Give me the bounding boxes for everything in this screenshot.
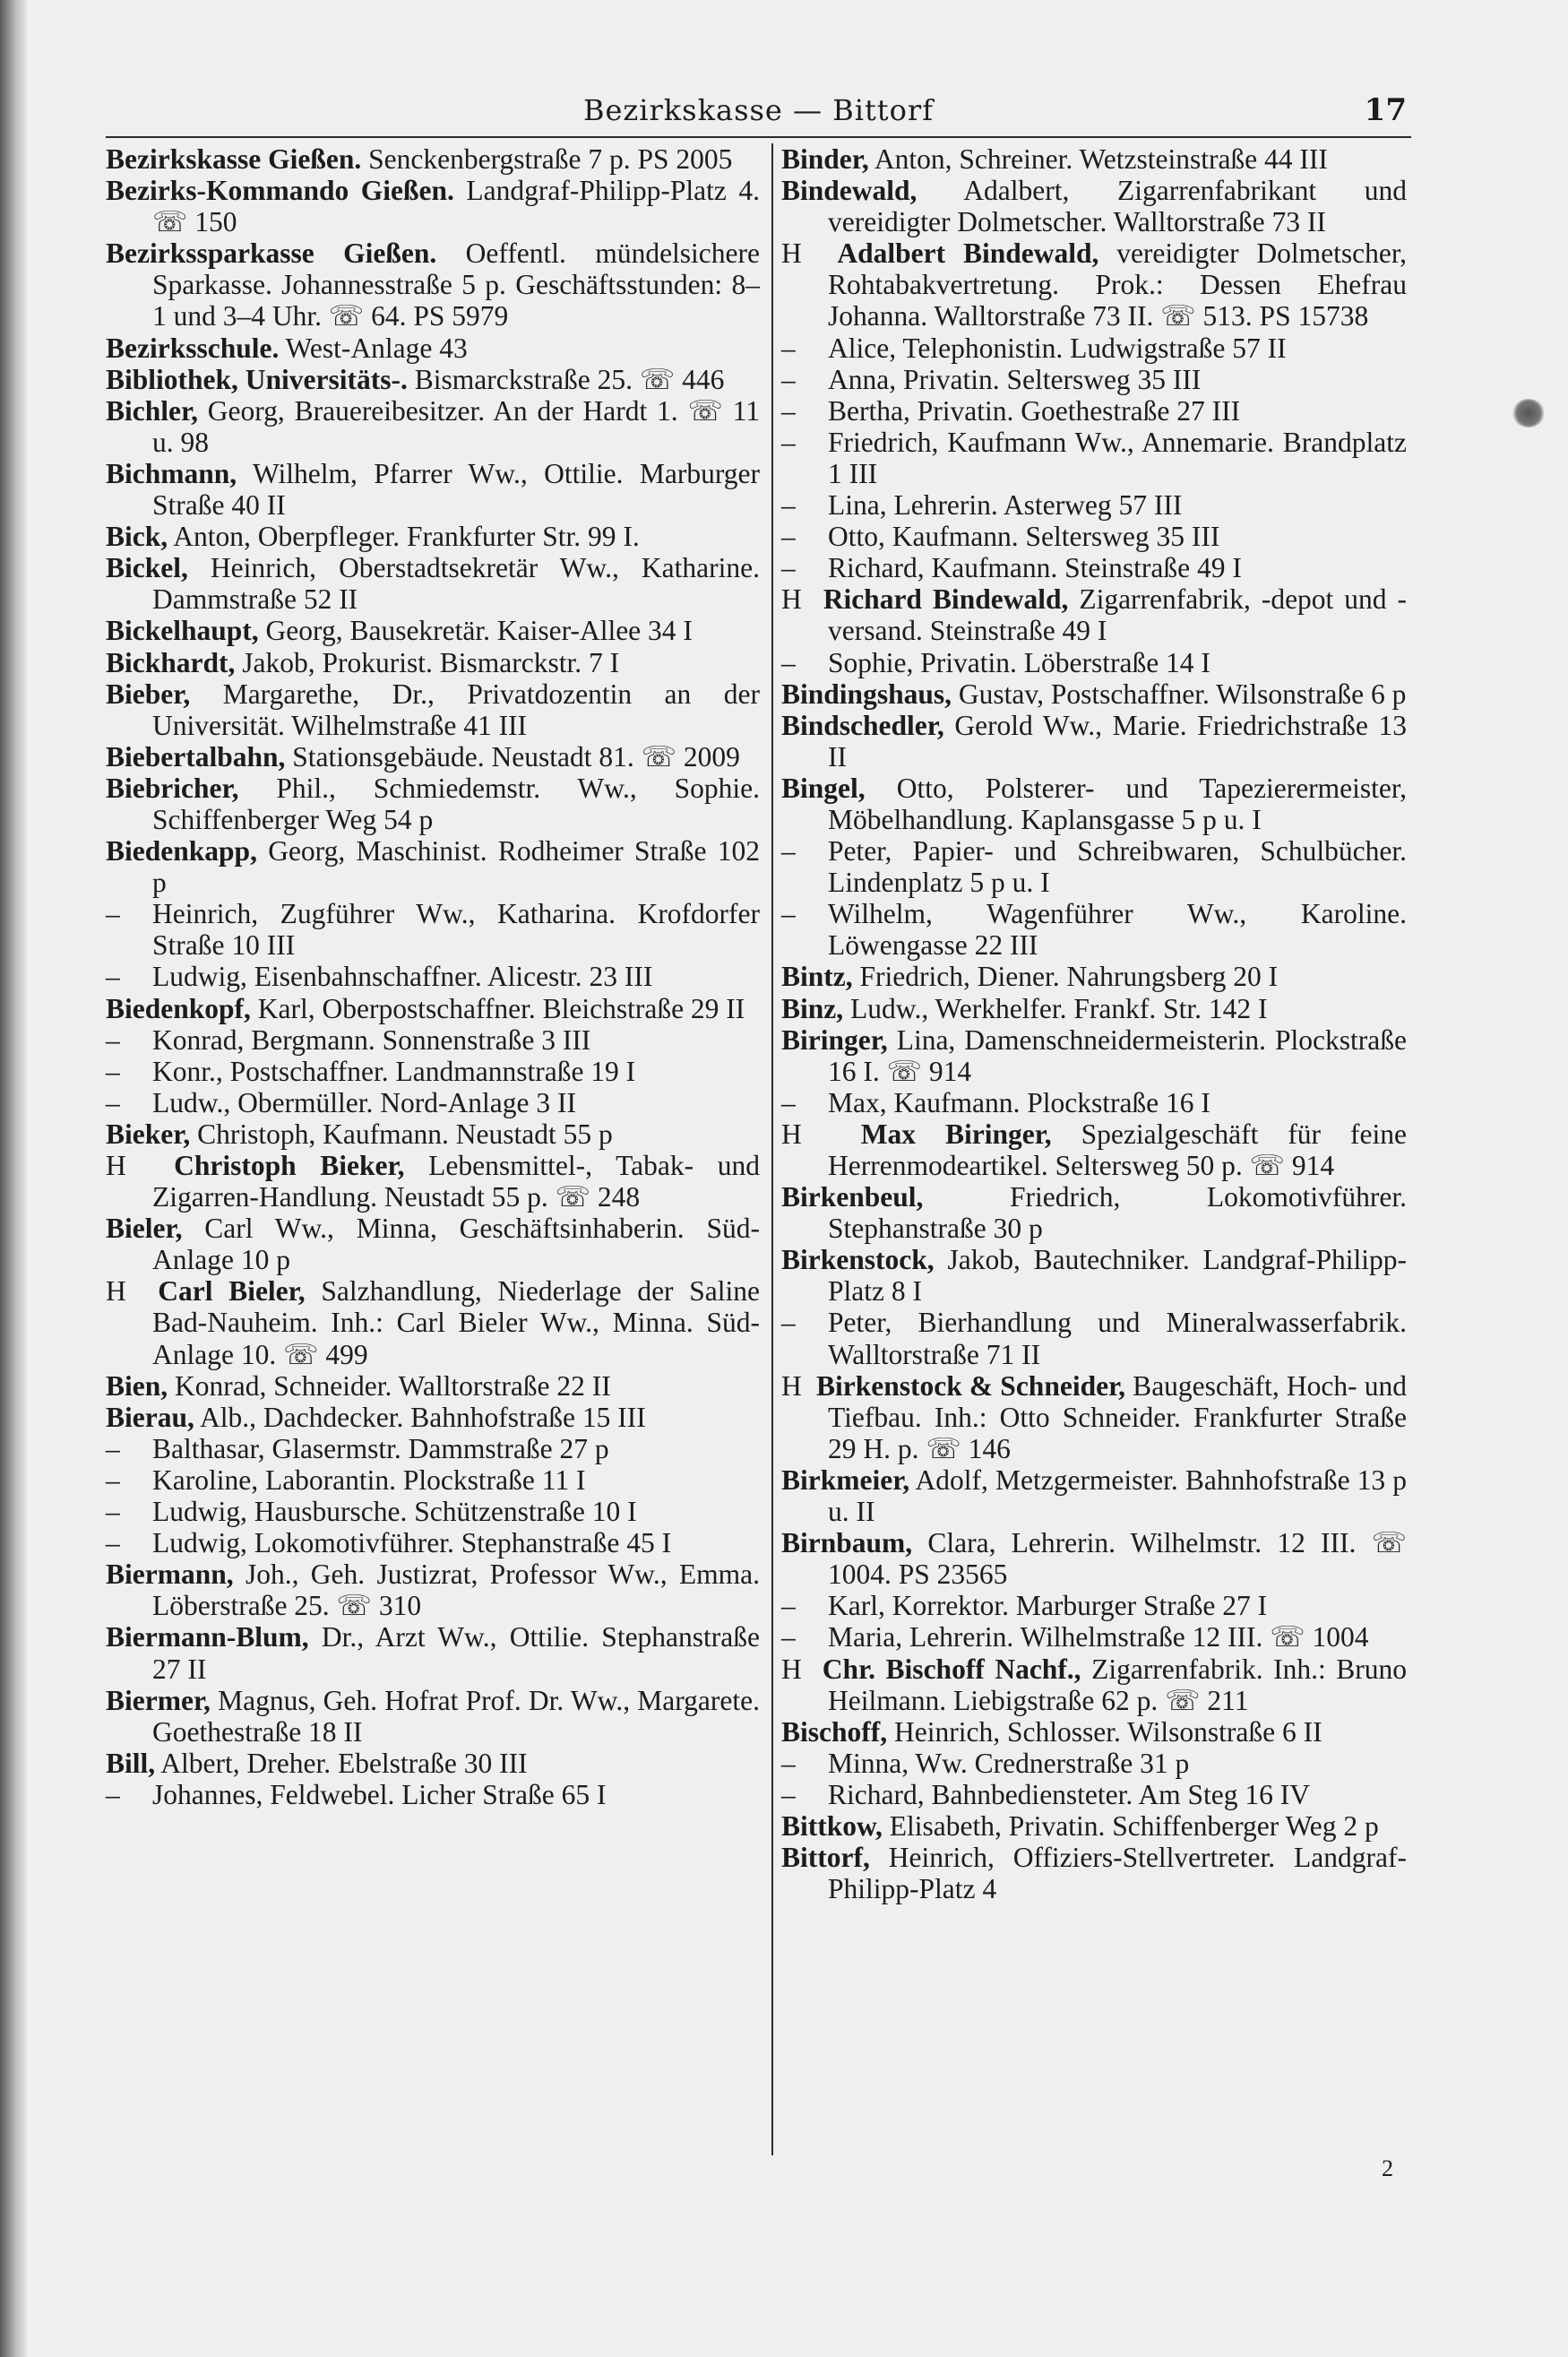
directory-entry xyxy=(781,1087,1407,1118)
directory-entry xyxy=(106,678,760,741)
directory-entry xyxy=(781,1590,1407,1621)
entry-name: Bezirks-Kommando Gießen. xyxy=(106,175,454,207)
entry-name: Biermer, xyxy=(106,1684,211,1716)
entry-dash: – xyxy=(781,1590,796,1622)
entry-dash: – xyxy=(106,1463,120,1496)
entry-text: Bertha, Privatin. Goethestraße 27 III xyxy=(828,394,1241,427)
entry-text: Balthasar, Glasermstr. Dammstraße 27 p xyxy=(152,1432,609,1464)
entry-dash: – xyxy=(106,1023,120,1056)
directory-entry xyxy=(106,1213,760,1275)
entry-text: Georg, Brauereibesitzer. An der Hardt 1. ☏ 11 u. 98 xyxy=(152,394,760,458)
entry-dash: – xyxy=(781,898,796,930)
entry-text: West-Anlage 43 xyxy=(279,332,468,364)
directory-entry xyxy=(781,489,1407,521)
entry-name: Bintz, xyxy=(781,961,853,993)
entry-name: Bingel, xyxy=(781,772,866,804)
entry-text: Adalbert, Zigarrenfabrikant und vereidigter Dolmetscher. Walltorstraße 73 II xyxy=(828,175,1407,238)
entry-text: Georg, Bausekretär. Kaiser-Allee 34 I xyxy=(258,615,693,647)
directory-entry xyxy=(106,395,760,458)
entry-name: Birkenstock, xyxy=(781,1244,935,1276)
entry-text: Richard, Bahnbediensteter. Am Steg 16 IV xyxy=(828,1778,1311,1810)
directory-entry xyxy=(781,552,1407,583)
firm-marker: H xyxy=(781,1369,802,1402)
directory-entry xyxy=(781,1748,1407,1779)
entry-text: Alice, Telephonistin. Ludwigstraße 57 II xyxy=(828,332,1287,364)
entry-dash: – xyxy=(781,521,796,553)
directory-entry xyxy=(781,1370,1407,1464)
directory-entry xyxy=(106,1150,760,1213)
entry-text: Jakob, Bautechniker. Landgraf-Philipp-Platz 8 I xyxy=(828,1244,1407,1308)
entry-text: Landgraf-Philipp-Platz 4. ☏ 150 xyxy=(152,175,761,238)
entry-text: Salzhandlung, Niederlage der Saline Bad-Nauheim. Inh.: Carl Bieler Ww., Minna. Süd-Anlage 10. ☏ 499 xyxy=(152,1275,761,1370)
directory-entry xyxy=(781,143,1407,175)
entry-text: Senckenbergstraße 7 p. PS 2005 xyxy=(361,143,733,175)
entry-text: vereidigter Dolmetscher, Rohtabakvertretung. Prok.: Dessen Ehefrau Johanna. Walltorstraße 73 II. ☏ 513. PS 15738 xyxy=(828,237,1407,332)
directory-entry xyxy=(106,364,760,395)
directory-entry xyxy=(781,1779,1407,1810)
directory-entry xyxy=(106,521,760,552)
entry-dash: – xyxy=(781,1747,796,1779)
entry-dash: – xyxy=(106,1086,120,1118)
entry-name: Biedenkapp, xyxy=(106,835,257,868)
entry-dash: – xyxy=(106,961,120,993)
entry-name: Bick, xyxy=(106,521,168,553)
directory-entry xyxy=(106,552,760,615)
entry-text: Dr., Arzt Ww., Ottilie. Stephanstraße 27 II xyxy=(152,1621,760,1685)
directory-entry xyxy=(106,1779,760,1810)
directory-entry xyxy=(106,1118,760,1150)
entry-text: Max, Kaufmann. Plockstraße 16 I xyxy=(828,1086,1210,1118)
entry-name: Birnbaum, xyxy=(781,1527,913,1559)
entry-text: Ludwig, Lokomotivführer. Stephanstraße 45 I xyxy=(152,1527,672,1559)
entry-text: Lina, Damenschneidermeisterin. Plockstraße 16 I. ☏ 914 xyxy=(828,1023,1407,1087)
entry-name: Carl Bieler, xyxy=(158,1275,306,1308)
entry-text: Clara, Lehrerin. Wilhelmstr. 12 III. ☏ 1004. PS 23565 xyxy=(828,1527,1407,1591)
entry-text: Heinrich, Zugführer Ww., Katharina. Krofdorfer Straße 10 III xyxy=(152,898,760,962)
entry-name: Biebricher, xyxy=(106,772,239,804)
entry-name: Bickel, xyxy=(106,552,188,584)
firm-marker: H xyxy=(781,237,802,270)
directory-entry xyxy=(106,1433,760,1464)
entry-name: Birkmeier, xyxy=(781,1463,910,1496)
entry-name: Chr. Bischoff Nachf., xyxy=(822,1653,1081,1685)
entry-name: Bill, xyxy=(106,1747,156,1779)
directory-entry xyxy=(781,583,1407,646)
firm-marker: H xyxy=(781,583,802,616)
entry-text: Alb., Dachdecker. Bahnhofstraße 15 III xyxy=(194,1401,646,1433)
entry-text: Joh., Geh. Justizrat, Professor Ww., Emma. Löberstraße 25. ☏ 310 xyxy=(152,1558,760,1622)
directory-entry xyxy=(106,993,760,1024)
directory-entry xyxy=(781,1181,1407,1244)
entry-text: Konrad, Bergmann. Sonnenstraße 3 III xyxy=(152,1023,591,1056)
entry-text: Minna, Ww. Crednerstraße 31 p xyxy=(828,1747,1190,1779)
entry-text: Anton, Schreiner. Wetzsteinstraße 44 III xyxy=(868,143,1328,175)
entry-dash: – xyxy=(106,898,120,930)
directory-entry xyxy=(781,395,1407,427)
entry-text: Karl, Oberpostschaffner. Bleichstraße 29 II xyxy=(250,992,745,1024)
entry-text: Ludwig, Hausbursche. Schützenstraße 10 I xyxy=(152,1496,637,1528)
entry-text: Jakob, Prokurist. Bismarckstr. 7 I xyxy=(235,646,620,678)
directory-entry xyxy=(781,1621,1407,1653)
entry-dash: – xyxy=(781,552,796,584)
directory-entry xyxy=(781,647,1407,678)
directory-entry xyxy=(781,1118,1407,1181)
entry-text: Anna, Privatin. Seltersweg 35 III xyxy=(828,363,1202,395)
directory-entry xyxy=(106,458,760,521)
directory-entry xyxy=(106,1275,760,1369)
directory-entry xyxy=(106,1621,760,1684)
directory-entry xyxy=(781,1024,1407,1087)
entry-text: Zigarrenfabrik, -depot und -versand. Steinstraße 49 I xyxy=(828,583,1407,647)
directory-entry xyxy=(106,1527,760,1558)
entry-text: Ludwig, Eisenbahnschaffner. Alicestr. 23 III xyxy=(152,961,653,993)
entry-name: Bickelhaupt, xyxy=(106,615,259,647)
directory-entry xyxy=(781,1842,1407,1904)
directory-entry xyxy=(781,1716,1407,1748)
directory-entry xyxy=(106,835,760,898)
entry-text: Karoline, Laborantin. Plockstraße 11 I xyxy=(152,1463,586,1496)
entry-dash: – xyxy=(106,1055,120,1087)
directory-entry xyxy=(106,1558,760,1621)
entry-text: Maria, Lehrerin. Wilhelmstraße 12 III. ☏ 1004 xyxy=(828,1621,1369,1653)
entry-name: Richard Bindewald, xyxy=(823,583,1069,616)
entry-dash: – xyxy=(781,1621,796,1653)
page-edge-shadow xyxy=(0,0,27,2357)
directory-entry xyxy=(106,773,760,835)
directory-entry xyxy=(781,1653,1407,1716)
entry-name: Bieber, xyxy=(106,678,191,710)
directory-entry xyxy=(781,175,1407,237)
entry-dash: – xyxy=(106,1527,120,1559)
entry-name: Bindingshaus, xyxy=(781,678,952,710)
entry-text: Elisabeth, Privatin. Schiffenberger Weg 2 p xyxy=(882,1809,1379,1842)
entry-name: Binz, xyxy=(781,992,844,1024)
directory-entry xyxy=(106,1496,760,1527)
directory-entry xyxy=(106,1464,760,1496)
entry-dash: – xyxy=(781,835,796,868)
entry-name: Biermann, xyxy=(106,1558,234,1591)
entry-text: Richard, Kaufmann. Steinstraße 49 I xyxy=(828,552,1242,584)
entry-name: Birkenstock & Schneider, xyxy=(816,1369,1126,1402)
entry-name: Bierau, xyxy=(106,1401,194,1433)
entry-text: Wilhelm, Wagenführer Ww., Karoline. Löwengasse 22 III xyxy=(828,898,1407,962)
entry-text: Anton, Oberpfleger. Frankfurter Str. 99 I. xyxy=(168,521,640,553)
directory-entry xyxy=(781,835,1407,898)
entry-text: Carl Ww., Minna, Geschäftsinhaberin. Süd-Anlage 10 p xyxy=(152,1213,760,1276)
directory-entry xyxy=(106,615,760,646)
entry-name: Bittkow, xyxy=(781,1809,883,1842)
directory-entry xyxy=(106,1402,760,1433)
entry-text: Georg, Maschinist. Rodheimer Straße 102 p xyxy=(152,835,760,899)
entry-text: Phil., Schmiedemstr. Ww., Sophie. Schiffenberger Weg 54 p xyxy=(152,772,760,835)
entry-text: Sophie, Privatin. Löberstraße 14 I xyxy=(828,646,1210,678)
directory-entry xyxy=(781,993,1407,1024)
directory-entry xyxy=(781,1307,1407,1369)
firm-marker: H xyxy=(106,1275,126,1308)
left-column xyxy=(106,143,760,1810)
entry-name: Biermann-Blum, xyxy=(106,1621,309,1653)
entry-name: Bezirksschule. xyxy=(106,332,280,364)
entry-dash: – xyxy=(106,1496,120,1528)
page-number: 17 xyxy=(1364,92,1407,128)
entry-name: Bien, xyxy=(106,1369,168,1402)
entry-text: Lina, Lehrerin. Asterweg 57 III xyxy=(828,489,1183,522)
entry-text: Stationsgebäude. Neustadt 81. ☏ 2009 xyxy=(285,740,740,773)
entry-name: Binder, xyxy=(781,143,869,175)
entry-dash: – xyxy=(781,646,796,678)
firm-marker: H xyxy=(781,1118,802,1150)
entry-name: Bibliothek, Universitäts-. xyxy=(106,363,408,395)
entry-name: Bieker, xyxy=(106,1118,191,1150)
entry-text: Heinrich, Offiziers-Stellvertreter. Landgraf-Philipp-Platz 4 xyxy=(828,1842,1407,1905)
entry-dash: – xyxy=(781,1778,796,1810)
entry-text: Bismarckstraße 25. ☏ 446 xyxy=(407,363,725,395)
entry-text: Spezialgeschäft für feine Herrenmodeartikel. Seltersweg 50 p. ☏ 914 xyxy=(828,1118,1407,1181)
entry-text: Otto, Polsterer- und Tapezierermeister, Möbelhandlung. Kaplansgasse 5 p u. I xyxy=(828,772,1407,835)
entry-text: Heinrich, Schlosser. Wilsonstraße 6 II xyxy=(887,1715,1322,1748)
directory-entry xyxy=(106,1748,760,1779)
entry-text: Albert, Dreher. Ebelstraße 30 III xyxy=(155,1747,528,1779)
entry-text: Peter, Bierhandlung und Mineralwasserfabrik. Walltorstraße 71 II xyxy=(828,1307,1407,1370)
directory-entry xyxy=(781,427,1407,489)
running-header: Bezirkskasse — Bittorf xyxy=(582,93,935,127)
directory-entry xyxy=(106,961,760,992)
entry-text: Oeffentl. mündelsichere Sparkasse. Johannesstraße 5 p. Geschäftsstunden: 8–1 und 3–4 Uhr. ☏ 64. PS 5979 xyxy=(152,237,760,332)
directory-entry xyxy=(781,237,1407,332)
directory-entry xyxy=(106,332,760,364)
entry-name: Bichmann, xyxy=(106,457,237,489)
entry-dash: – xyxy=(781,426,796,458)
entry-text: Friedrich, Diener. Nahrungsberg 20 I xyxy=(852,961,1279,993)
directory-entry xyxy=(781,332,1407,364)
directory-entry xyxy=(106,898,760,961)
entry-dash: – xyxy=(781,489,796,522)
entry-name: Biringer, xyxy=(781,1023,888,1056)
entry-text: Johannes, Feldwebel. Licher Straße 65 I xyxy=(152,1778,607,1810)
directory-entry xyxy=(781,1810,1407,1842)
entry-name: Bezirkskasse Gießen. xyxy=(106,143,362,175)
entry-text: Ludw., Obermüller. Nord-Anlage 3 II xyxy=(152,1086,576,1118)
entry-name: Christoph Bieker, xyxy=(174,1150,405,1181)
entry-name: Bieler, xyxy=(106,1213,183,1245)
entry-text: Gerold Ww., Marie. Friedrichstraße 13 II xyxy=(828,709,1407,773)
entry-text: Karl, Korrektor. Marburger Straße 27 I xyxy=(828,1590,1268,1622)
directory-entry xyxy=(106,1056,760,1087)
directory-entry xyxy=(106,1370,760,1402)
entry-text: Christoph, Kaufmann. Neustadt 55 p xyxy=(190,1118,613,1150)
entry-text: Lebensmittel-, Tabak- und Zigarren-Handlung. Neustadt 55 p. ☏ 248 xyxy=(152,1150,761,1213)
right-column xyxy=(781,143,1407,1904)
entry-dash: – xyxy=(781,1307,796,1339)
column-divider xyxy=(771,143,773,2155)
entry-name: Bindewald, xyxy=(781,175,918,207)
directory-entry xyxy=(106,237,760,332)
directory-entry xyxy=(106,143,760,175)
entry-text: Ludw., Werkhelfer. Frankf. Str. 142 I xyxy=(843,992,1268,1024)
directory-entry xyxy=(781,961,1407,992)
entry-name: Birkenbeul, xyxy=(781,1181,924,1213)
entry-text: Friedrich, Lokomotivführer. Stephanstraße 30 p xyxy=(828,1181,1407,1245)
entry-dash: – xyxy=(781,332,796,364)
directory-entry xyxy=(781,521,1407,552)
header-rule xyxy=(106,136,1411,138)
directory-entry xyxy=(106,1087,760,1118)
entry-dash: – xyxy=(781,363,796,395)
entry-text: Friedrich, Kaufmann Ww., Annemarie. Brandplatz 1 III xyxy=(828,426,1407,489)
directory-entry xyxy=(781,773,1407,835)
entry-dash: – xyxy=(781,394,796,427)
ink-smudge xyxy=(1512,399,1545,427)
entry-text: Konrad, Schneider. Walltorstraße 22 II xyxy=(168,1369,611,1402)
firm-marker: H xyxy=(106,1150,126,1181)
signature-mark: 2 xyxy=(1382,2155,1393,2181)
directory-entry xyxy=(781,1244,1407,1307)
entry-name: Max Biringer, xyxy=(860,1118,1052,1150)
entry-text: Adolf, Metzgermeister. Bahnhofstraße 13 p u. II xyxy=(828,1463,1407,1528)
directory-entry xyxy=(781,710,1407,773)
entry-name: Adalbert Bindewald, xyxy=(837,237,1099,270)
entry-dash: – xyxy=(106,1778,120,1810)
entry-text: Peter, Papier- und Schreibwaren, Schulbücher. Lindenplatz 5 p u. I xyxy=(828,835,1407,899)
entry-name: Bezirkssparkasse Gießen. xyxy=(106,237,437,270)
entry-text: Wilhelm, Pfarrer Ww., Ottilie. Marburger Straße 40 II xyxy=(152,457,760,522)
entry-name: Biedenkopf, xyxy=(106,992,251,1024)
directory-entry xyxy=(106,647,760,678)
entry-name: Bittorf, xyxy=(781,1842,870,1874)
directory-entry xyxy=(106,1685,760,1748)
directory-entry xyxy=(106,1024,760,1056)
entry-text: Margarethe, Dr., Privatdozentin an der Universität. Wilhelmstraße 41 III xyxy=(152,678,760,741)
entry-text: Magnus, Geh. Hofrat Prof. Dr. Ww., Margarete. Goethestraße 18 II xyxy=(152,1684,760,1748)
entry-name: Biebertalbahn, xyxy=(106,740,286,773)
entry-name: Bichler, xyxy=(106,394,198,427)
entry-text: Gustav, Postschaffner. Wilsonstraße 6 p xyxy=(952,678,1407,710)
entry-name: Bickhardt, xyxy=(106,646,236,678)
directory-entry xyxy=(781,898,1407,961)
entry-dash: – xyxy=(106,1432,120,1464)
firm-marker: H xyxy=(781,1653,802,1685)
entry-text: Konr., Postschaffner. Landmannstraße 19 I xyxy=(152,1055,636,1087)
directory-entry xyxy=(781,364,1407,395)
entry-dash: – xyxy=(781,1086,796,1118)
directory-entry xyxy=(106,175,760,237)
entry-text: Otto, Kaufmann. Seltersweg 35 III xyxy=(828,521,1220,553)
entry-text: Zigarrenfabrik. Inh.: Bruno Heilmann. Liebigstraße 62 p. ☏ 211 xyxy=(828,1653,1408,1716)
directory-entry xyxy=(781,1464,1407,1527)
entry-text: Heinrich, Oberstadtsekretär Ww., Katharine. Dammstraße 52 II xyxy=(152,552,760,616)
entry-name: Bindschedler, xyxy=(781,709,944,741)
directory-entry xyxy=(781,1527,1407,1590)
entry-name: Bischoff, xyxy=(781,1715,888,1748)
directory-entry xyxy=(106,741,760,773)
directory-entry xyxy=(781,678,1407,710)
entry-text: Baugeschäft, Hoch- und Tiefbau. Inh.: Otto Schneider. Frankfurter Straße 29 H. p. ☏ 146 xyxy=(828,1369,1407,1464)
